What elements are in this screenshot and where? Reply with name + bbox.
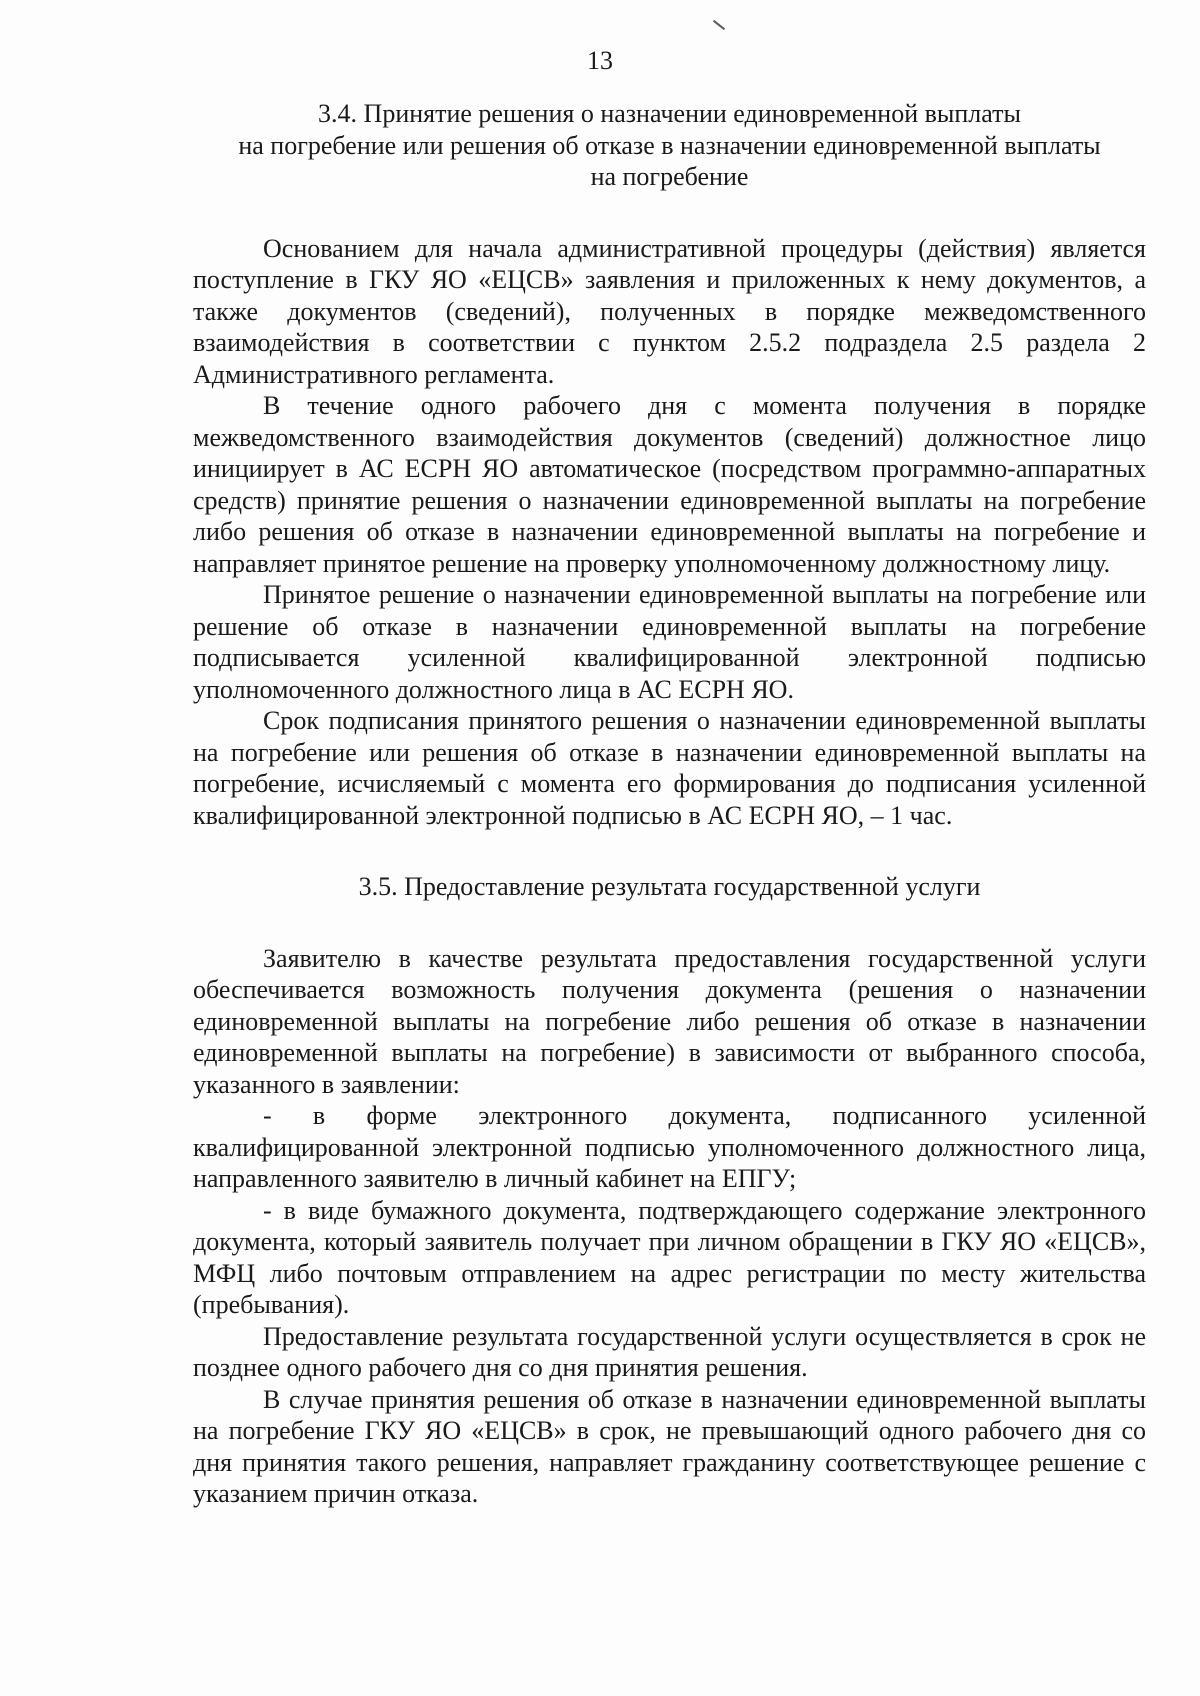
scan-mark — [713, 20, 725, 30]
section-3-4-heading-line: на погребение или решения об отказе в назначении единовременной выплаты — [238, 130, 1101, 160]
section-3-5-paragraph: Заявителю в качестве результата предоставления государственной услуги обеспечивается возможность получения документа (решения о назначении единовременной выплаты на погребение либо решения об отказе в назначении единовременной выплаты на погребение) в зависимости от выбранного способа, указанного в заявлении: — [193, 943, 1146, 1099]
section-3-4-paragraph: Принятое решение о назначении единовременной выплаты на погребение или решение об отказе в назначении единовременной выплаты на погребение подписывается усиленной квалифицированной электронной подписью уполномоченного должностного лица в АС ЕСРН ЯО. — [193, 580, 1146, 704]
section-3-5-list-item: - в форме электронного документа, подписанного усиленной квалифицированной электронной подписью уполномоченного должностного лица, направленного заявителю в личный кабинет на ЕПГУ; — [193, 1101, 1146, 1193]
section-3-5-list-item: - в виде бумажного документа, подтверждающего содержание электронного документа, который заявитель получает при личном обращении в ГКУ ЯО «ЕЦСВ», МФЦ либо почтовым отправлением на адрес регистрации по месту жительства (пребывания). — [193, 1195, 1146, 1319]
document-body — [193, 98, 1146, 1510]
section-3-5-paragraph: Предоставление результата государственной услуги осуществляется в срок не позднее одного рабочего дня со дня принятия решения. — [193, 1321, 1146, 1382]
section-3-4-heading — [193, 98, 1146, 193]
section-3-4-paragraph: Срок подписания принятого решения о назначении единовременной выплаты на погребение или решения об отказе в назначении единовременной выплаты на погребение, исчисляемый с момента его формирования до подписания усиленной квалифицированной электронной подписью в АС ЕСРН ЯО, – 1 час. — [193, 706, 1146, 830]
section-3-4-heading-line: на погребение — [590, 162, 749, 191]
page-number: 13 — [587, 46, 613, 75]
section-3-4-paragraph: Основанием для начала административной процедуры (действия) является поступление в ГКУ ЯО «ЕЦСВ» заявления и приложенных к нему документов, а также документов (сведений), полученных в порядке межведомственного взаимодействия в соответствии с пунктом 2.5.2 подраздела 2.5 раздела 2 Административного регламента. — [193, 233, 1146, 389]
section-3-4-paragraph: В течение одного рабочего дня с момента получения в порядке межведомственного взаимодействия документов (сведений) должностное лицо инициирует в АС ЕСРН ЯО автоматическое (посредством программно-аппаратных средств) принятие решения о назначении единовременной выплаты на погребение либо решения об отказе в назначении единовременной выплаты на погребение и направляет принятое решение на проверку уполномоченному должностному лицу. — [193, 391, 1146, 578]
section-3-5-paragraph: В случае принятия решения об отказе в назначении единовременной выплаты на погребение ГКУ ЯО «ЕЦСВ» в срок, не превышающий одного рабочего дня со дня принятия такого решения, направляет гражданину соответствующее решение с указанием причин отказа. — [193, 1384, 1146, 1508]
section-3-5-heading: 3.5. Предоставление результата государственной услуги — [358, 872, 981, 901]
section-3-4-heading-line: 3.4. Принятие решения о назначении единовременной выплаты — [318, 99, 1021, 128]
